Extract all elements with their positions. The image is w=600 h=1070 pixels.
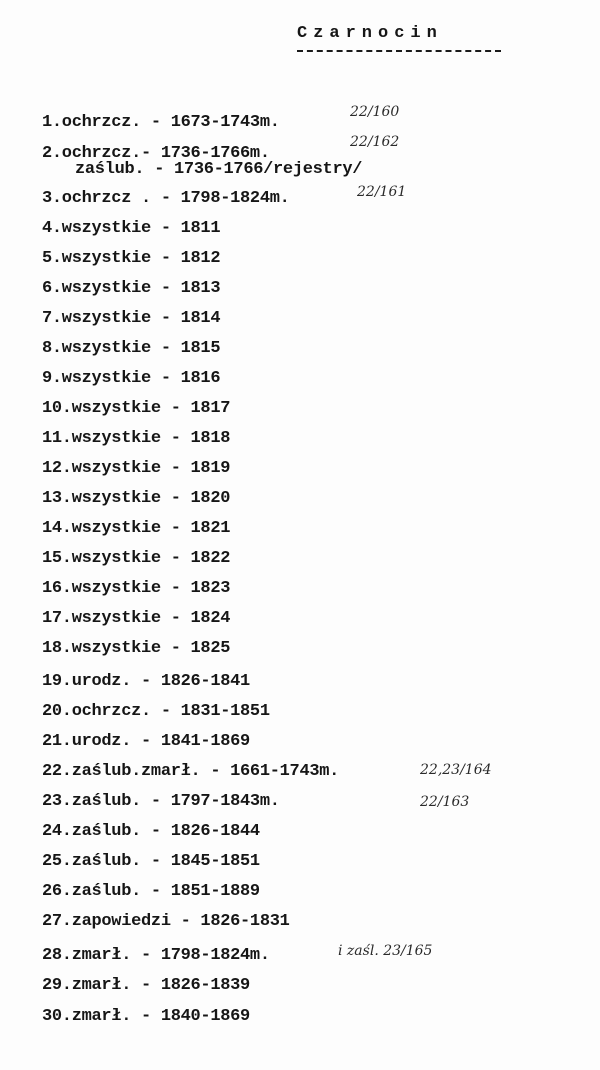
page-title: Czarnocin <box>297 24 443 43</box>
list-item: 10.wszystkie - 1817 <box>42 399 231 418</box>
list-item: 3.ochrzcz . - 1798-1824m. <box>42 189 290 208</box>
list-item: 25.zaślub. - 1845-1851 <box>42 852 260 871</box>
list-item: 17.wszystkie - 1824 <box>42 609 231 628</box>
list-item: 23.zaślub. - 1797-1843m. <box>42 792 280 811</box>
list-item: 19.urodz. - 1826-1841 <box>42 672 250 691</box>
list-item: 11.wszystkie - 1818 <box>42 429 231 448</box>
list-item: 29.zmarł. - 1826-1839 <box>42 976 250 995</box>
list-item: 15.wszystkie - 1822 <box>42 549 231 568</box>
handwritten-note: 22/163 <box>420 794 470 810</box>
list-item: 20.ochrzcz. - 1831-1851 <box>42 702 270 721</box>
handwritten-note: 22/161 <box>357 184 407 200</box>
list-item: 21.urodz. - 1841-1869 <box>42 732 250 751</box>
list-item: 30.zmarł. - 1840-1869 <box>42 1007 250 1026</box>
list-item: 28.zmarł. - 1798-1824m. <box>42 946 270 965</box>
list-item: 26.zaślub. - 1851-1889 <box>42 882 260 901</box>
handwritten-note: 22/160 <box>350 104 400 120</box>
list-item-continuation: zaślub. - 1736-1766/rejestry/ <box>75 160 363 179</box>
list-item: 2.ochrzcz.- 1736-1766m. zaślub. - 1736-1766/rejestry/ <box>42 144 363 179</box>
list-item: 27.zapowiedzi - 1826-1831 <box>42 912 290 931</box>
handwritten-note: i zaśl. 23/165 <box>338 943 433 959</box>
list-item: 7.wszystkie - 1814 <box>42 309 221 328</box>
list-item: 12.wszystkie - 1819 <box>42 459 231 478</box>
list-item: 16.wszystkie - 1823 <box>42 579 231 598</box>
list-item: 18.wszystkie - 1825 <box>42 639 231 658</box>
list-item: 4.wszystkie - 1811 <box>42 219 221 238</box>
list-item: 14.wszystkie - 1821 <box>42 519 231 538</box>
handwritten-note: 22/162 <box>350 134 400 150</box>
title-underline <box>297 50 501 52</box>
list-item: 22.zaślub.zmarł. - 1661-1743m. <box>42 762 340 781</box>
list-item: 5.wszystkie - 1812 <box>42 249 221 268</box>
list-item: 13.wszystkie - 1820 <box>42 489 231 508</box>
list-item: 8.wszystkie - 1815 <box>42 339 221 358</box>
list-item: 9.wszystkie - 1816 <box>42 369 221 388</box>
list-item: 6.wszystkie - 1813 <box>42 279 221 298</box>
handwritten-note: 22,23/164 <box>420 762 492 778</box>
list-item: 1.ochrzcz. - 1673-1743m. <box>42 113 280 132</box>
list-item: 24.zaślub. - 1826-1844 <box>42 822 260 841</box>
